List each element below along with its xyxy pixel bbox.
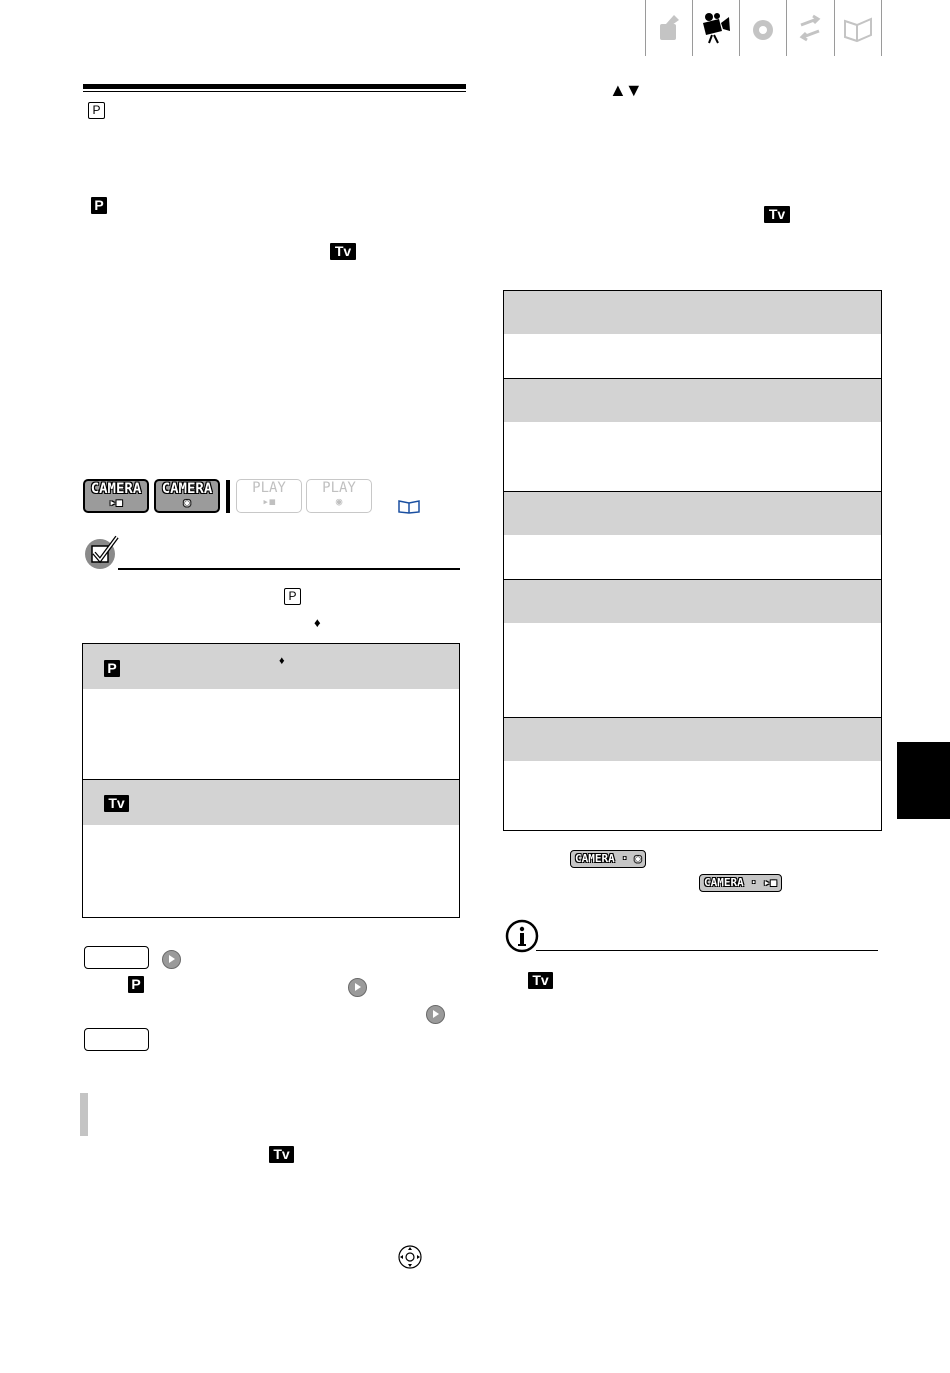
info-rule	[536, 950, 878, 951]
mode-button-label: CAMERA	[90, 481, 142, 497]
tv-mode-icon	[764, 206, 790, 223]
camera-photo-mode-button[interactable]	[154, 479, 220, 513]
tv-mode-label: Tv	[273, 1146, 290, 1162]
transfer-arrows-icon	[793, 11, 827, 45]
mode-separator	[226, 480, 230, 513]
up-down-arrows: ▲▼	[609, 80, 641, 100]
joystick-icon[interactable]	[397, 1244, 423, 1270]
set-button[interactable]	[84, 1028, 149, 1051]
checklist-rule	[118, 568, 460, 570]
table-row-header	[504, 718, 881, 761]
program-mode-label: P	[288, 589, 297, 603]
program-mode-label: P	[131, 976, 141, 992]
chapter-side-tab	[897, 742, 950, 819]
camera-photo-badge: CAMERA · ◉	[570, 850, 646, 868]
tv-mode-icon	[528, 972, 553, 989]
program-mode-label: P	[92, 103, 101, 117]
mode-button-label: CAMERA	[161, 481, 213, 497]
table-row-header	[504, 580, 881, 623]
tab-movie[interactable]	[692, 0, 739, 56]
program-mode-solid-icon	[91, 197, 107, 214]
next-step-arrow-icon	[348, 978, 367, 997]
program-mode-icon	[88, 102, 105, 119]
book-reference-icon[interactable]	[398, 498, 420, 514]
program-mode-icon	[284, 588, 301, 605]
camera-movie-badge: CAMERA · ▸◼	[699, 874, 782, 892]
tv-mode-icon	[330, 243, 356, 260]
camera-movie-mode-button[interactable]	[83, 479, 149, 513]
table-row-header	[504, 291, 881, 334]
tv-mode-icon	[104, 795, 129, 812]
tv-mode-label: Tv	[334, 243, 352, 259]
diamond-mark: ♦	[279, 655, 285, 667]
play-movie-mode-button[interactable]	[236, 479, 302, 513]
tv-mode-label: Tv	[768, 206, 786, 222]
video-camera-icon	[699, 11, 733, 45]
book-icon	[841, 11, 875, 45]
tv-mode-label: Tv	[532, 972, 549, 988]
subsection-marker	[80, 1093, 88, 1136]
mode-button-sub: ◉	[183, 496, 191, 509]
camera-icon	[746, 11, 780, 45]
tv-mode-label: Tv	[108, 795, 125, 811]
info-icon	[504, 918, 540, 954]
next-step-arrow-icon	[426, 1005, 445, 1024]
diamond-mark: ♦	[314, 615, 321, 630]
program-mode-label: P	[94, 197, 104, 213]
tab-transfer[interactable]	[786, 0, 833, 56]
table-row-header	[504, 379, 881, 422]
next-step-arrow-icon	[162, 950, 181, 969]
tab-reference[interactable]	[834, 0, 882, 56]
mode-button-label: PLAY	[322, 480, 356, 496]
mode-table-left	[82, 643, 460, 918]
func-button[interactable]	[84, 946, 149, 969]
table-row-header-tv	[83, 780, 459, 825]
tab-intro[interactable]	[645, 0, 692, 56]
play-photo-mode-button[interactable]	[306, 479, 372, 513]
section-title-rule	[83, 84, 466, 89]
program-mode-solid-icon	[104, 660, 120, 677]
mode-button-sub: ▸◼	[262, 495, 276, 508]
section-title-rule-thin	[83, 91, 466, 92]
table-row-header-program	[83, 644, 459, 689]
checklist-icon	[83, 535, 121, 571]
mode-button-sub: ◉	[335, 495, 343, 508]
mode-button-label: PLAY	[252, 480, 286, 496]
tv-mode-icon	[269, 1146, 294, 1163]
tab-photo[interactable]	[739, 0, 786, 56]
program-mode-label: P	[107, 660, 117, 676]
program-mode-solid-icon	[128, 976, 144, 993]
mode-button-sub: ▸◼	[109, 496, 123, 509]
intro-icon	[652, 11, 686, 45]
table-row-header	[504, 492, 881, 535]
shutter-speed-table	[503, 290, 882, 831]
